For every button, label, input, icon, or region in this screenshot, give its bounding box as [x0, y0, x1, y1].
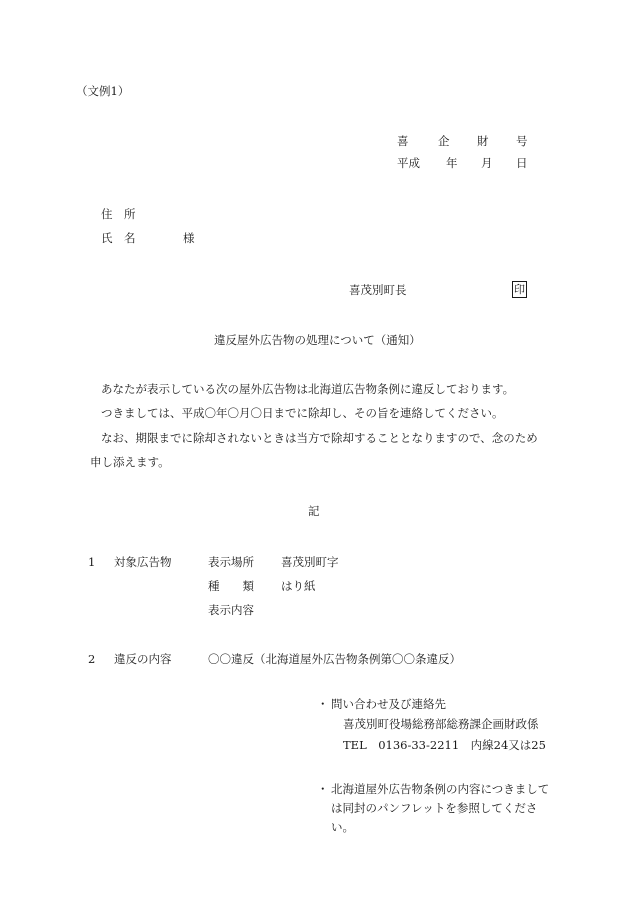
field-value: 喜茂別町字 [281, 555, 339, 569]
seal-mark [512, 281, 527, 298]
body-paragraph-1: あなたが表示している次の屋外広告物は北海道広告物条例に違反しております。 [101, 382, 515, 396]
ref-char: 財 [477, 134, 489, 148]
bullet: ・ [317, 782, 329, 796]
field-value: はり紙 [281, 579, 316, 593]
date-year: 年 [446, 156, 458, 170]
item-label: 対象広告物 [114, 555, 172, 569]
field-key: 種 類 [208, 579, 254, 593]
contact-office: 喜茂別町役場総務部総務課企画財政係 [343, 717, 539, 731]
bullet: ・ [317, 697, 329, 711]
date-day: 日 [516, 156, 528, 170]
note-line: 北海道屋外広告物条例の内容につきまして [331, 782, 550, 796]
body-paragraph-3: なお、期限までに除却されないときは当方で除却することとなりますので、念のため [101, 431, 538, 445]
field-key: 表示場所 [208, 555, 254, 569]
note-line: い。 [331, 820, 354, 834]
note-line: は同封のパンフレットを参照してくださ [331, 801, 538, 815]
body-paragraph-2: つきましては、平成〇年〇月〇日までに除却し、その旨を連絡してください。 [101, 406, 504, 420]
date-era: 平成 [397, 156, 420, 170]
ki-heading: 記 [308, 504, 320, 518]
document-label: （文例1） [76, 84, 130, 98]
item-label: 違反の内容 [114, 652, 172, 666]
address-label: 住 所 [101, 207, 136, 221]
sender-name: 喜茂別町長 [349, 283, 407, 297]
date-month: 月 [481, 156, 493, 170]
field-key: 表示内容 [208, 603, 254, 617]
ref-char: 企 [438, 134, 450, 148]
ref-char: 喜 [397, 134, 409, 148]
honorific: 様 [183, 231, 195, 245]
subject-title: 違反屋外広告物の処理について（通知） [214, 333, 421, 347]
violation-detail: 〇〇違反（北海道屋外広告物条例第〇〇条違反） [208, 652, 461, 666]
contact-heading: 問い合わせ及び連絡先 [331, 697, 446, 711]
ref-char: 号 [516, 134, 528, 148]
item-number: 1 [88, 555, 96, 569]
name-label: 氏 名 [101, 231, 136, 245]
body-paragraph-3-cont: 申し添えます。 [90, 455, 170, 469]
item-number: 2 [88, 652, 96, 666]
seal-label: 印 [514, 283, 525, 296]
contact-phone: TEL 0136-33-2211 内線24又は25 [343, 738, 546, 752]
